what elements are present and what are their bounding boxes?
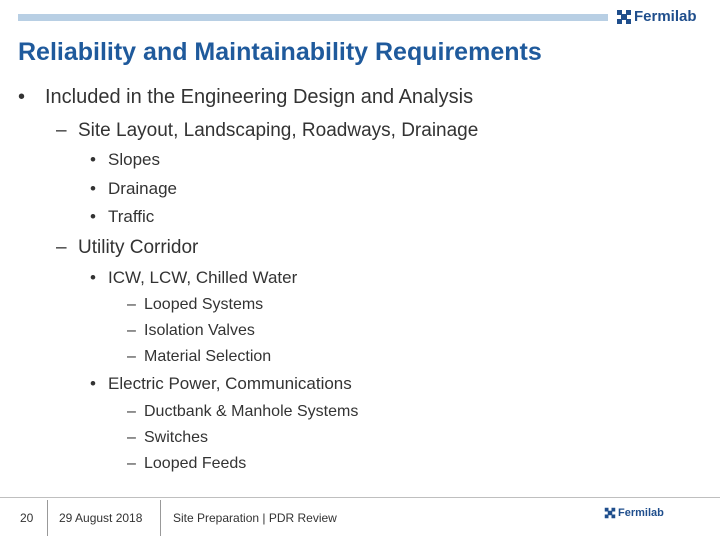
list-item-drainage: Drainage	[108, 179, 177, 198]
dash-marker: –	[56, 120, 67, 141]
dash-marker: –	[127, 403, 136, 420]
sub-bullet-utility-corridor: Utility Corridor	[78, 237, 199, 258]
dash-marker: –	[127, 429, 136, 446]
list-item-switches: Switches	[144, 429, 209, 446]
dash-marker: –	[56, 237, 67, 258]
list-item-traffic: Traffic	[108, 207, 155, 226]
list-item-ductbank: Ductbank & Manhole Systems	[144, 403, 359, 420]
logo-text: Fermilab	[634, 8, 697, 25]
footer-logo-text: Fermilab	[618, 507, 664, 519]
fermilab-logo-icon	[604, 507, 616, 519]
header-accent-bar	[18, 14, 608, 21]
footer-fermilab-logo	[604, 507, 664, 519]
list-item-water-systems: ICW, LCW, Chilled Water	[108, 268, 298, 287]
fermilab-logo-icon	[616, 9, 632, 25]
footer-divider	[0, 497, 720, 498]
page-number: 20	[20, 511, 34, 525]
sub-bullet-site-layout: Site Layout, Landscaping, Roadways, Drainage	[78, 120, 479, 141]
bullet-marker: •	[90, 268, 96, 287]
bullet-marker: •	[90, 179, 96, 198]
list-item-looped-feeds: Looped Feeds	[144, 455, 247, 472]
list-item-isolation-valves: Isolation Valves	[144, 322, 255, 339]
list-item-electric-power: Electric Power, Communications	[108, 374, 352, 393]
dash-marker: –	[127, 455, 136, 472]
dash-marker: –	[127, 348, 136, 365]
list-item-looped-systems: Looped Systems	[144, 296, 264, 313]
bullet-marker: •	[18, 86, 26, 108]
footer-event: Site Preparation | PDR Review	[173, 511, 337, 525]
slide-title: Reliability and Maintainability Requirements	[18, 38, 542, 66]
dash-marker: –	[127, 296, 136, 313]
dash-marker: –	[127, 322, 136, 339]
list-item-material-selection: Material Selection	[144, 348, 272, 365]
bullet-marker: •	[90, 150, 96, 169]
fermilab-logo	[616, 8, 697, 25]
bullet-marker: •	[90, 374, 96, 393]
footer-separator	[160, 500, 161, 536]
bullet-marker: •	[90, 207, 96, 226]
footer-date: 29 August 2018	[59, 511, 143, 525]
footer-separator	[47, 500, 48, 536]
list-item-slopes: Slopes	[108, 150, 160, 169]
bullet-engineering-design: Included in the Engineering Design and Analysis	[45, 86, 474, 108]
